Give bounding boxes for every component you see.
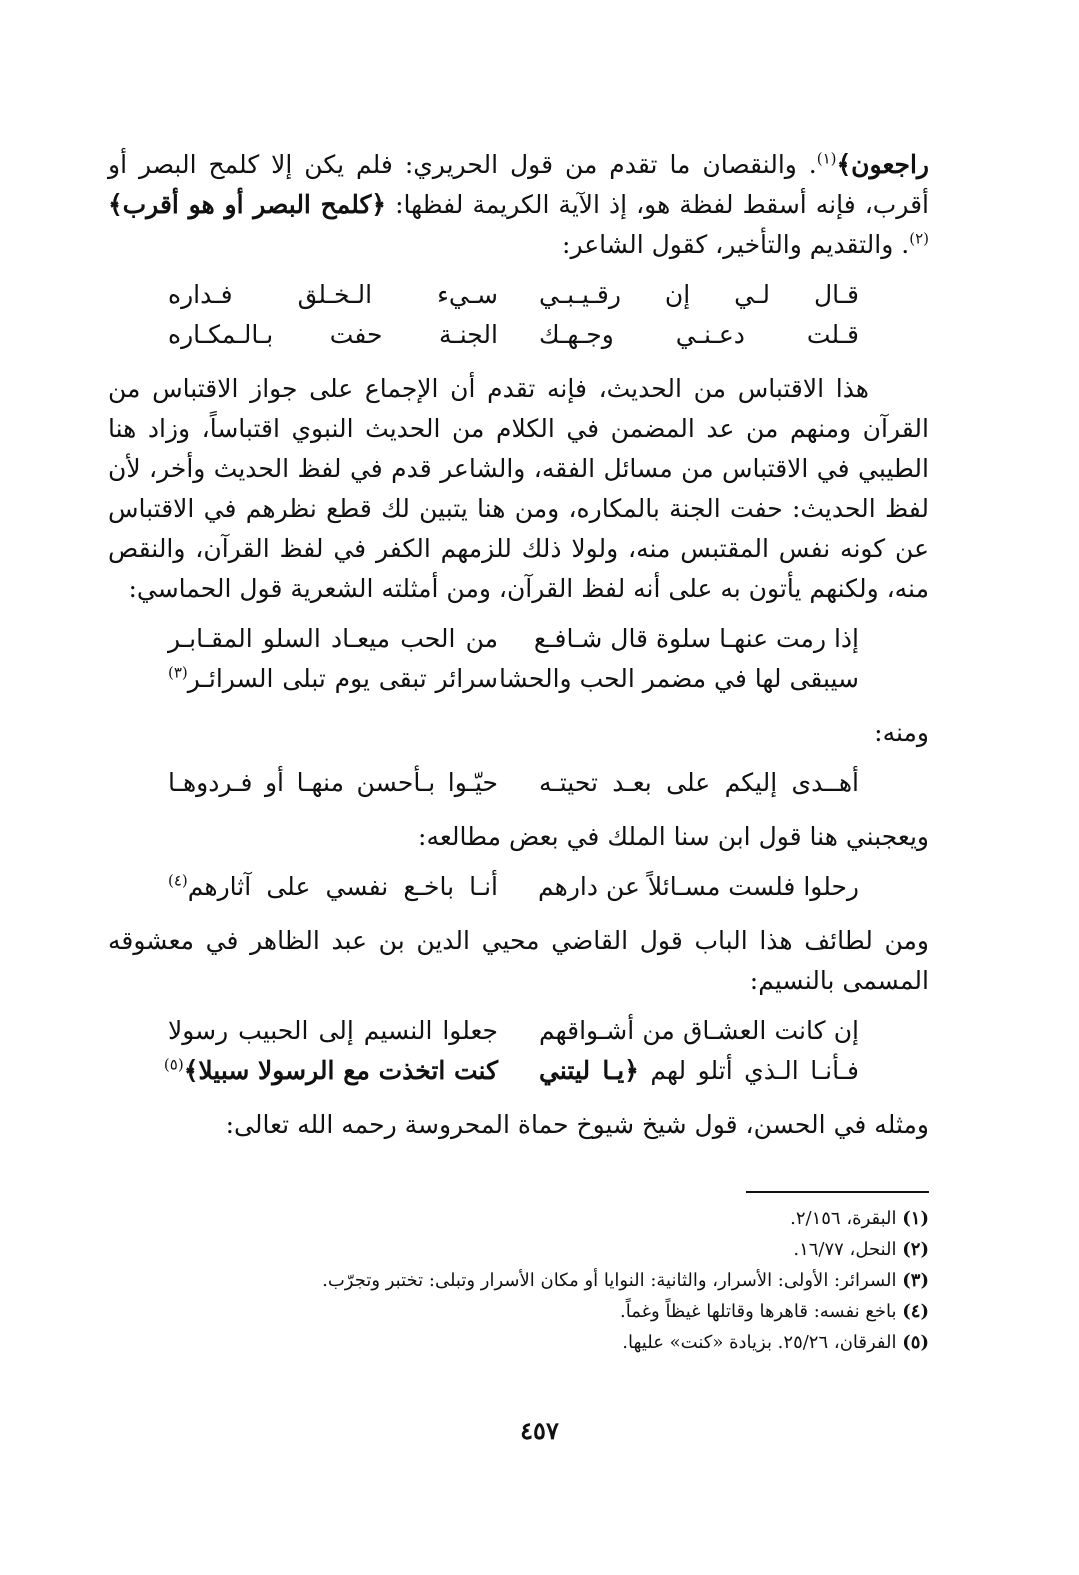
footnote <box>108 1265 929 1296</box>
verse-first-hemistich: إذا رمت عنهـا سلوة قال شـافـع <box>533 624 859 653</box>
footnote-text: السرائر: الأولى: الأسرار، والثانية: النوايا أو مكان الأسرار وتبلى: تختبر وتجرّب. <box>322 1270 897 1291</box>
verse-first-hemistich: أهــدى إليكم على بعـد تحيتـه <box>539 768 859 797</box>
footnotes <box>108 1203 929 1358</box>
verse-block-5 <box>108 1011 929 1091</box>
verse-text: فـأنـا الـذي أتلو لهم <box>638 1056 860 1085</box>
verse-first-hemistich: قـال لـي إن رقـيـبـي <box>539 280 859 309</box>
paragraph-3: ويعجبني هنا قول ابن سنا الملك في بعض مطالعه: <box>418 822 929 851</box>
footnote <box>108 1327 929 1358</box>
verse-block-2 <box>108 619 929 699</box>
verse-block-4 <box>108 867 929 907</box>
quran-quote: ﴿كلمح البصر أو هو أقرب﴾ <box>108 190 387 219</box>
verse-line <box>108 659 929 699</box>
quran-quote: كنت اتخذت مع الرسولا سبيلا﴾ <box>183 1056 498 1085</box>
footnote-number: (٤) <box>902 1301 929 1322</box>
footnote <box>108 1234 929 1265</box>
verse-text: أنـا باخـع نفسي على آثارهم <box>187 872 498 901</box>
verse-second-hemistich: من الحب ميعـاد السلو المقـابـر <box>168 624 498 653</box>
footnote-text: باخع نفسه: قاهرها وقاتلها غيظاً وغماً. <box>620 1301 897 1322</box>
verse-second-hemistich: سـيء الـخـلق فـداره <box>168 280 498 309</box>
verse-second-hemistich: الجنـة حفت بـالـمكـاره <box>168 320 498 349</box>
paragraph-5: ومثله في الحسن، قول شيخ شيوخ حماة المحروسة رحمه الله تعالى: <box>225 1110 929 1139</box>
paragraph-2: هذا الاقتباس من الحديث، فإنه تقدم أن الإجماع على جواز الاقتباس من القرآن ومنهم من عد المضمن في الكلام من الحديث النبوي اقتباساً، وزاد هنا الطيبي في الاقتباس من مسائل الفقه، والشاعر قدم في لفظ الحديث وأخر، لأن لفظ الحديث: حفت الجنة بالمكاره، ومن هنا يتبين لك قطع نظرهم في الاقتباس عن كونه نفس المقتبس منه، ولولا ذلك للزمهم الكفر في لفظ القرآن، والنقص منه، ولكنهم يأتون به على أنه لفظ القرآن، ومن أمثلته الشعرية قول الحماسي: <box>108 374 929 603</box>
footnote <box>108 1296 929 1327</box>
verse-line <box>108 315 929 355</box>
verse-second-hemistich <box>168 659 498 699</box>
paragraph-1 <box>108 145 929 265</box>
footnote-text: البقرة، ٢/١٥٦. <box>790 1208 897 1229</box>
label-minhu: ومنه: <box>874 718 929 747</box>
verse-second-hemistich: حيّـوا بـأحسن منهـا أو فـردوهـا <box>168 768 498 797</box>
footnote-ref-2: (٢) <box>909 229 929 248</box>
quran-quote-end: راجعون﴾ <box>836 150 929 179</box>
verse-line <box>108 867 929 907</box>
footnote <box>108 1203 929 1234</box>
verse-line <box>108 1011 929 1051</box>
footnote-ref-5: (٥) <box>163 1055 184 1074</box>
verse-block-1 <box>108 275 929 355</box>
verse-line <box>108 619 929 659</box>
verse-first-hemistich: قـلت دعـنـي وجـهـك <box>539 320 859 349</box>
verse-line <box>108 275 929 315</box>
paragraph-4: ومن لطائف هذا الباب قول القاضي محيي الدين بن عبد الظاهر في معشوقه المسمى بالنسيم: <box>108 926 929 995</box>
footnote-number: (١) <box>902 1208 929 1229</box>
verse-text: سرائر تبقى يوم تبلى السرائـر <box>187 664 498 693</box>
paragraph-1-text-b: . والتقديم والتأخير، كقول الشاعر: <box>562 230 910 259</box>
verse-first-hemistich: إن كانت العشـاق من أشـواقهم <box>539 1016 859 1045</box>
verse-first-hemistich: رحلوا فلست مسـائلاً عن دارهم <box>538 872 859 901</box>
footnote-number: (٢) <box>902 1239 929 1260</box>
verse-first-hemistich: سيبقى لها في مضمر الحب والحشا <box>498 664 859 693</box>
quran-quote: ﴿يـا ليتني <box>539 1056 639 1085</box>
verse-line <box>108 1051 929 1091</box>
verse-second-hemistich <box>163 1051 498 1091</box>
footnote-text: النحل، ١٦/٧٧. <box>793 1239 897 1260</box>
footnote-ref-4: (٤) <box>168 871 188 890</box>
verse-first-hemistich <box>539 1051 859 1091</box>
verse-block-3 <box>108 763 929 803</box>
footnote-text: الفرقان، ٢٥/٢٦. بزيادة «كنت» عليها. <box>622 1332 897 1353</box>
verse-second-hemistich: جعلوا النسيم إلى الحبيب رسولا <box>168 1016 498 1045</box>
footnote-number: (٥) <box>902 1332 929 1353</box>
footnote-number: (٣) <box>902 1270 929 1291</box>
footnote-ref-3: (٣) <box>168 663 188 682</box>
footnote-ref-1: (١) <box>816 149 837 168</box>
page-number: ٤٥٧ <box>520 1416 559 1445</box>
verse-second-hemistich <box>168 867 498 907</box>
paragraph-1-text-a: . والنقصان ما تقدم من قول الحريري: فلم يكن إلا كلمح البصر أو أقرب، فإنه أسقط لفظة هو، إذ الآية الكريمة لفظها: <box>108 150 929 219</box>
footnote-divider <box>746 1191 929 1193</box>
verse-line <box>108 763 929 803</box>
